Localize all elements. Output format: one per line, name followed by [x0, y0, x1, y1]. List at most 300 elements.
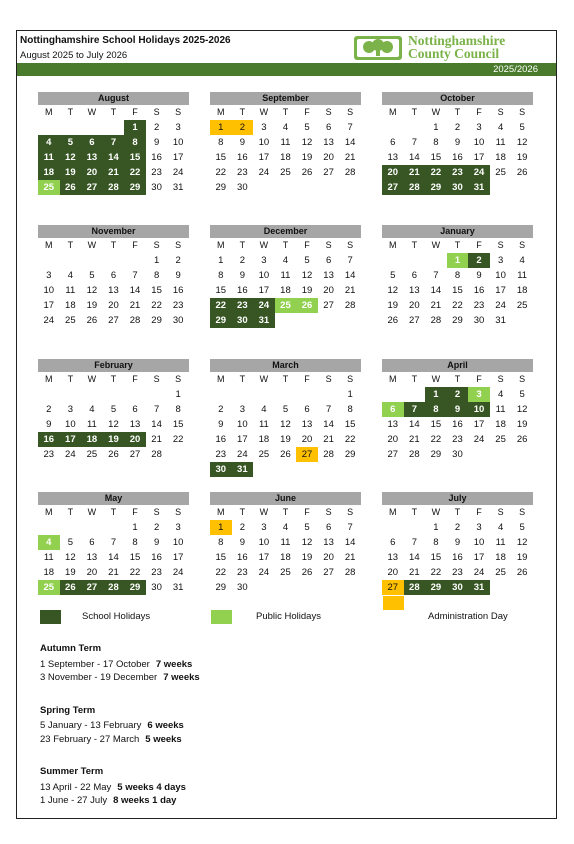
weekday-header: S [175, 107, 182, 117]
day-cell: 6 [132, 404, 138, 415]
day-cell: 12 [108, 419, 119, 430]
empty-cell [81, 253, 103, 268]
day-cell: 10 [258, 270, 270, 281]
day-cell: 27 [382, 180, 404, 195]
day-cell: 2 [447, 387, 469, 402]
month-april [382, 359, 533, 462]
day-cell: 31 [468, 180, 490, 195]
day-cell: 24 [253, 298, 275, 313]
day-cell: 8 [175, 404, 181, 415]
weekday-header: F [304, 240, 310, 250]
month-june [210, 492, 361, 595]
day-cell: 22 [151, 300, 162, 311]
weekday-header: F [476, 107, 482, 117]
day-cell: 2 [454, 122, 461, 133]
day-cell: 19 [65, 567, 76, 578]
term-autumn [40, 642, 200, 685]
month-header: May [38, 492, 189, 505]
day-cell: 6 [325, 522, 332, 533]
weekday-header: T [239, 507, 246, 517]
month-header: June [210, 492, 361, 505]
empty-cell [382, 253, 404, 268]
empty-cell [404, 120, 426, 135]
empty-cell [296, 387, 318, 402]
day-cell: 10 [258, 137, 270, 148]
day-cell: 10 [473, 137, 485, 148]
day-cell: 5 [304, 255, 310, 266]
day-cell: 17 [473, 419, 485, 430]
day-cell: 14 [103, 150, 125, 165]
day-cell: 10 [495, 270, 506, 281]
day-cell: 6 [390, 137, 396, 148]
empty-cell [81, 120, 103, 135]
logo-line-2: County Council [408, 46, 500, 61]
day-cell: 19 [516, 419, 528, 430]
day-cell: 24 [473, 567, 485, 578]
day-cell: 23 [237, 567, 248, 578]
day-cell: 11 [258, 419, 269, 430]
day-cell: 13 [323, 537, 334, 548]
day-cell: 13 [387, 419, 399, 430]
day-cell: 10 [43, 285, 55, 296]
day-cell: 14 [409, 552, 420, 563]
empty-cell [404, 253, 426, 268]
day-cell: 18 [516, 285, 528, 296]
term-spring [40, 704, 200, 747]
day-cell: 10 [172, 537, 184, 548]
day-cell: 12 [387, 285, 399, 296]
day-cell: 3 [476, 122, 482, 133]
empty-cell [382, 520, 404, 535]
empty-cell [210, 387, 232, 402]
day-cell: 29 [452, 315, 463, 326]
empty-cell [60, 253, 82, 268]
day-cell: 1 [433, 122, 439, 133]
weekday-header: W [431, 507, 441, 517]
day-cell: 15 [215, 552, 227, 563]
weekday-header: S [325, 374, 332, 384]
day-cell: 26 [387, 315, 399, 326]
day-cell: 17 [43, 300, 55, 311]
term-line [40, 794, 200, 808]
legend-label-public: Public Holidays [256, 611, 321, 622]
day-cell: 17 [172, 552, 184, 563]
page-subtitle: August 2025 to July 2026 [20, 50, 128, 61]
day-cell: 7 [110, 537, 117, 548]
day-cell: 23 [473, 300, 485, 311]
day-cell: 17 [258, 152, 270, 163]
day-cell: 2 [153, 122, 160, 133]
day-cell: 5 [60, 135, 82, 150]
weekday-header: W [259, 374, 269, 384]
weekday-header: F [304, 107, 310, 117]
weekday-header: S [347, 374, 354, 384]
weekday-header: W [87, 374, 97, 384]
day-cell: 23 [215, 449, 227, 460]
weekday-header: M [217, 107, 225, 117]
day-cell: 4 [282, 522, 289, 533]
day-cell: 4 [38, 535, 60, 550]
day-cell: 3 [261, 522, 267, 533]
weekday-header: W [87, 107, 97, 117]
day-cell: 9 [175, 270, 181, 281]
weekday-header: W [87, 240, 97, 250]
day-cell: 4 [519, 255, 525, 266]
day-cell: 12 [301, 537, 313, 548]
day-cell: 3 [497, 255, 504, 266]
day-cell: 21 [404, 165, 426, 180]
day-cell: 8 [433, 137, 439, 148]
month-august [38, 92, 189, 195]
day-cell: 31 [468, 580, 490, 595]
day-cell: 9 [46, 419, 52, 430]
weekday-header: S [153, 240, 160, 250]
day-cell: 16 [151, 552, 162, 563]
empty-cell [232, 387, 254, 402]
empty-cell [146, 387, 168, 402]
day-cell: 16 [237, 285, 248, 296]
day-cell: 15 [172, 419, 184, 430]
day-cell: 23 [43, 449, 55, 460]
day-cell: 27 [296, 447, 318, 462]
day-cell: 18 [81, 432, 103, 447]
day-cell: 22 [210, 298, 232, 313]
day-cell: 19 [516, 152, 528, 163]
day-cell: 8 [454, 270, 461, 281]
day-cell: 12 [301, 137, 313, 148]
day-cell: 13 [387, 152, 399, 163]
day-cell: 24 [258, 167, 270, 178]
day-cell: 1 [210, 120, 232, 135]
term-range: 1 June - 27 July [40, 795, 108, 806]
day-cell: 14 [108, 552, 119, 563]
empty-cell [38, 520, 60, 535]
weekday-header: S [497, 107, 504, 117]
term-weeks: 7 weeks [163, 672, 200, 683]
weekday-header: F [304, 507, 310, 517]
weekday-header: S [347, 107, 354, 117]
weekday-header: S [347, 240, 354, 250]
weekday-header: T [411, 240, 418, 250]
term-title: Spring Term [40, 704, 96, 716]
day-cell: 8 [218, 270, 224, 281]
day-cell: 7 [347, 522, 353, 533]
logo-wordmark [408, 34, 505, 60]
day-cell: 10 [65, 419, 76, 430]
day-cell: 6 [390, 537, 396, 548]
day-cell: 5 [519, 522, 525, 533]
weekday-header: W [259, 240, 269, 250]
weekday-header: M [389, 107, 397, 117]
day-cell: 19 [301, 285, 313, 296]
day-cell: 14 [344, 537, 356, 548]
day-cell: 25 [38, 580, 60, 595]
day-cell: 5 [89, 270, 95, 281]
weekday-header: S [325, 507, 332, 517]
day-cell: 13 [108, 285, 119, 296]
day-cell: 25 [516, 300, 528, 311]
day-cell: 3 [175, 122, 181, 133]
month-header: December [210, 225, 361, 238]
day-cell: 25 [65, 315, 76, 326]
day-cell: 28 [344, 300, 356, 311]
day-cell: 3 [476, 522, 482, 533]
day-cell: 1 [433, 522, 439, 533]
day-cell: 21 [323, 434, 334, 445]
day-cell: 18 [495, 419, 506, 430]
day-cell: 20 [409, 300, 420, 311]
day-cell: 21 [103, 165, 125, 180]
day-cell: 12 [280, 419, 291, 430]
logo-line-1: Nottinghamshire [408, 33, 506, 48]
term-range: 23 February - 27 March [40, 733, 140, 745]
day-cell: 17 [473, 552, 485, 563]
day-cell: 9 [218, 419, 224, 430]
day-cell: 11 [43, 552, 54, 563]
day-cell: 7 [153, 404, 160, 415]
weekday-header: S [325, 240, 332, 250]
day-cell: 29 [151, 315, 162, 326]
weekday-header: T [454, 374, 461, 384]
day-cell: 18 [280, 552, 291, 563]
weekday-header: T [282, 507, 289, 517]
day-cell: 23 [452, 567, 463, 578]
weekday-header: T [282, 107, 289, 117]
term-weeks: 8 weeks 1 day [113, 795, 177, 806]
day-cell: 27 [382, 580, 404, 595]
day-cell: 13 [409, 285, 420, 296]
weekday-header: T [110, 240, 117, 250]
day-cell: 16 [237, 552, 248, 563]
day-cell: 2 [239, 255, 245, 266]
term-summer [40, 765, 200, 808]
day-cell: 3 [468, 387, 490, 402]
term-line [40, 719, 200, 733]
month-header: July [382, 492, 533, 505]
day-cell: 26 [516, 167, 528, 178]
day-cell: 29 [124, 580, 146, 595]
day-cell: 24 [172, 567, 184, 578]
day-cell: 31 [253, 313, 275, 328]
day-cell: 28 [404, 580, 426, 595]
day-cell: 5 [304, 122, 310, 133]
day-cell: 10 [237, 419, 248, 430]
day-cell: 28 [129, 315, 141, 326]
day-cell: 8 [347, 404, 353, 415]
month-march [210, 359, 361, 477]
weekday-header: S [497, 507, 504, 517]
weekday-header: S [153, 507, 160, 517]
day-cell: 4 [282, 122, 289, 133]
day-cell: 18 [280, 152, 291, 163]
term-weeks: 7 weeks [155, 658, 193, 670]
weekday-header: F [132, 240, 138, 250]
day-cell: 25 [38, 180, 60, 195]
day-cell: 30 [172, 315, 184, 326]
day-cell: 28 [430, 315, 442, 326]
day-cell: 15 [215, 285, 227, 296]
day-cell: 29 [215, 582, 227, 593]
weekday-header: T [110, 107, 117, 117]
day-cell: 25 [86, 449, 98, 460]
day-cell: 2 [218, 404, 224, 415]
day-cell: 18 [495, 552, 506, 563]
term-title: Summer Term [40, 766, 104, 777]
legend-swatch-public [211, 610, 232, 624]
weekday-header: M [217, 374, 225, 384]
day-cell: 30 [237, 182, 248, 193]
day-cell: 5 [519, 389, 525, 400]
weekday-header: T [67, 507, 74, 517]
day-cell: 25 [275, 298, 297, 313]
day-cell: 4 [497, 122, 504, 133]
tree-logo-icon [354, 36, 402, 60]
day-cell: 8 [433, 537, 439, 548]
day-cell: 28 [103, 580, 125, 595]
day-cell: 1 [447, 253, 469, 268]
weekday-header: F [132, 507, 138, 517]
weekday-header: S [175, 507, 182, 517]
weekday-header: T [454, 240, 461, 250]
day-cell: 27 [323, 167, 334, 178]
day-cell: 30 [447, 180, 469, 195]
term-line [40, 658, 200, 672]
day-cell: 24 [473, 434, 485, 445]
day-cell: 5 [110, 404, 117, 415]
day-cell: 2 [175, 255, 181, 266]
day-cell: 29 [210, 313, 232, 328]
day-cell: 1 [132, 522, 138, 533]
day-cell: 22 [215, 567, 227, 578]
day-cell: 11 [65, 285, 76, 296]
day-cell: 16 [151, 152, 162, 163]
day-cell: 18 [258, 434, 270, 445]
empty-cell [103, 387, 125, 402]
empty-cell [38, 120, 60, 135]
month-header: February [38, 359, 189, 372]
day-cell: 8 [218, 137, 224, 148]
day-cell: 11 [495, 537, 506, 548]
empty-cell [60, 520, 82, 535]
day-cell: 27 [81, 180, 103, 195]
day-cell: 15 [452, 285, 463, 296]
term-range: 3 November - 19 December [40, 672, 158, 683]
day-cell: 29 [124, 180, 146, 195]
term-line [40, 671, 200, 685]
day-cell: 19 [301, 152, 313, 163]
weekday-header: T [239, 374, 246, 384]
weekday-header: M [45, 107, 53, 117]
day-cell: 25 [495, 434, 506, 445]
weekday-header: W [259, 507, 269, 517]
day-cell: 4 [89, 404, 95, 415]
month-november [38, 225, 189, 328]
day-cell: 20 [124, 432, 146, 447]
weekday-header: T [239, 240, 246, 250]
day-cell: 30 [473, 315, 485, 326]
day-cell: 14 [129, 285, 141, 296]
empty-cell [81, 387, 103, 402]
day-cell: 31 [172, 582, 184, 593]
council-logo [354, 34, 550, 62]
day-cell: 10 [468, 402, 490, 417]
day-cell: 14 [409, 152, 420, 163]
day-cell: 2 [468, 253, 490, 268]
term-title: Autumn Term [40, 643, 102, 654]
day-cell: 2 [232, 120, 254, 135]
day-cell: 10 [258, 537, 270, 548]
day-cell: 13 [129, 419, 141, 430]
day-cell: 27 [108, 315, 119, 326]
day-cell: 16 [215, 434, 227, 445]
day-cell: 1 [347, 389, 353, 400]
day-cell: 20 [301, 434, 313, 445]
day-cell: 4 [261, 404, 267, 415]
day-cell: 4 [282, 255, 289, 266]
day-cell: 19 [60, 165, 82, 180]
day-cell: 26 [60, 180, 82, 195]
day-cell: 23 [237, 167, 248, 178]
legend-label-admin: Administration Day [428, 611, 508, 622]
month-january [382, 225, 533, 328]
term-line [40, 733, 200, 747]
day-cell: 3 [239, 404, 245, 415]
day-cell: 15 [430, 552, 442, 563]
legend-label-school: School Holidays [82, 611, 151, 622]
weekday-header: M [389, 374, 397, 384]
page-title: Nottinghamshire School Holidays 2025-2026 [20, 35, 231, 46]
day-cell: 21 [344, 285, 356, 296]
day-cell: 3 [46, 270, 52, 281]
month-header: April [382, 359, 533, 372]
day-cell: 24 [237, 449, 248, 460]
day-cell: 21 [108, 567, 119, 578]
day-cell: 21 [430, 300, 442, 311]
weekday-header: S [519, 507, 526, 517]
day-cell: 21 [151, 434, 162, 445]
day-cell: 8 [218, 537, 224, 548]
empty-cell [38, 253, 60, 268]
day-cell: 17 [60, 432, 82, 447]
day-cell: 21 [129, 300, 141, 311]
day-cell: 7 [433, 270, 439, 281]
day-cell: 22 [430, 567, 442, 578]
day-cell: 24 [468, 165, 490, 180]
day-cell: 19 [103, 432, 125, 447]
weekday-header: T [239, 107, 246, 117]
day-cell: 20 [323, 152, 334, 163]
day-cell: 10 [172, 137, 184, 148]
day-cell: 28 [404, 180, 426, 195]
weekday-header: W [259, 107, 269, 117]
empty-cell [275, 387, 297, 402]
day-cell: 11 [280, 270, 291, 281]
day-cell: 3 [175, 522, 181, 533]
day-cell: 9 [476, 270, 482, 281]
day-cell: 4 [67, 270, 73, 281]
day-cell: 26 [86, 315, 98, 326]
weekday-header: T [282, 240, 289, 250]
day-cell: 2 [153, 522, 160, 533]
weekday-header: M [389, 507, 397, 517]
empty-cell [253, 387, 275, 402]
weekday-header: M [45, 374, 53, 384]
month-header: October [382, 92, 533, 105]
weekday-header: T [67, 240, 74, 250]
day-cell: 28 [344, 567, 356, 578]
day-cell: 15 [430, 152, 442, 163]
weekday-header: S [175, 240, 182, 250]
